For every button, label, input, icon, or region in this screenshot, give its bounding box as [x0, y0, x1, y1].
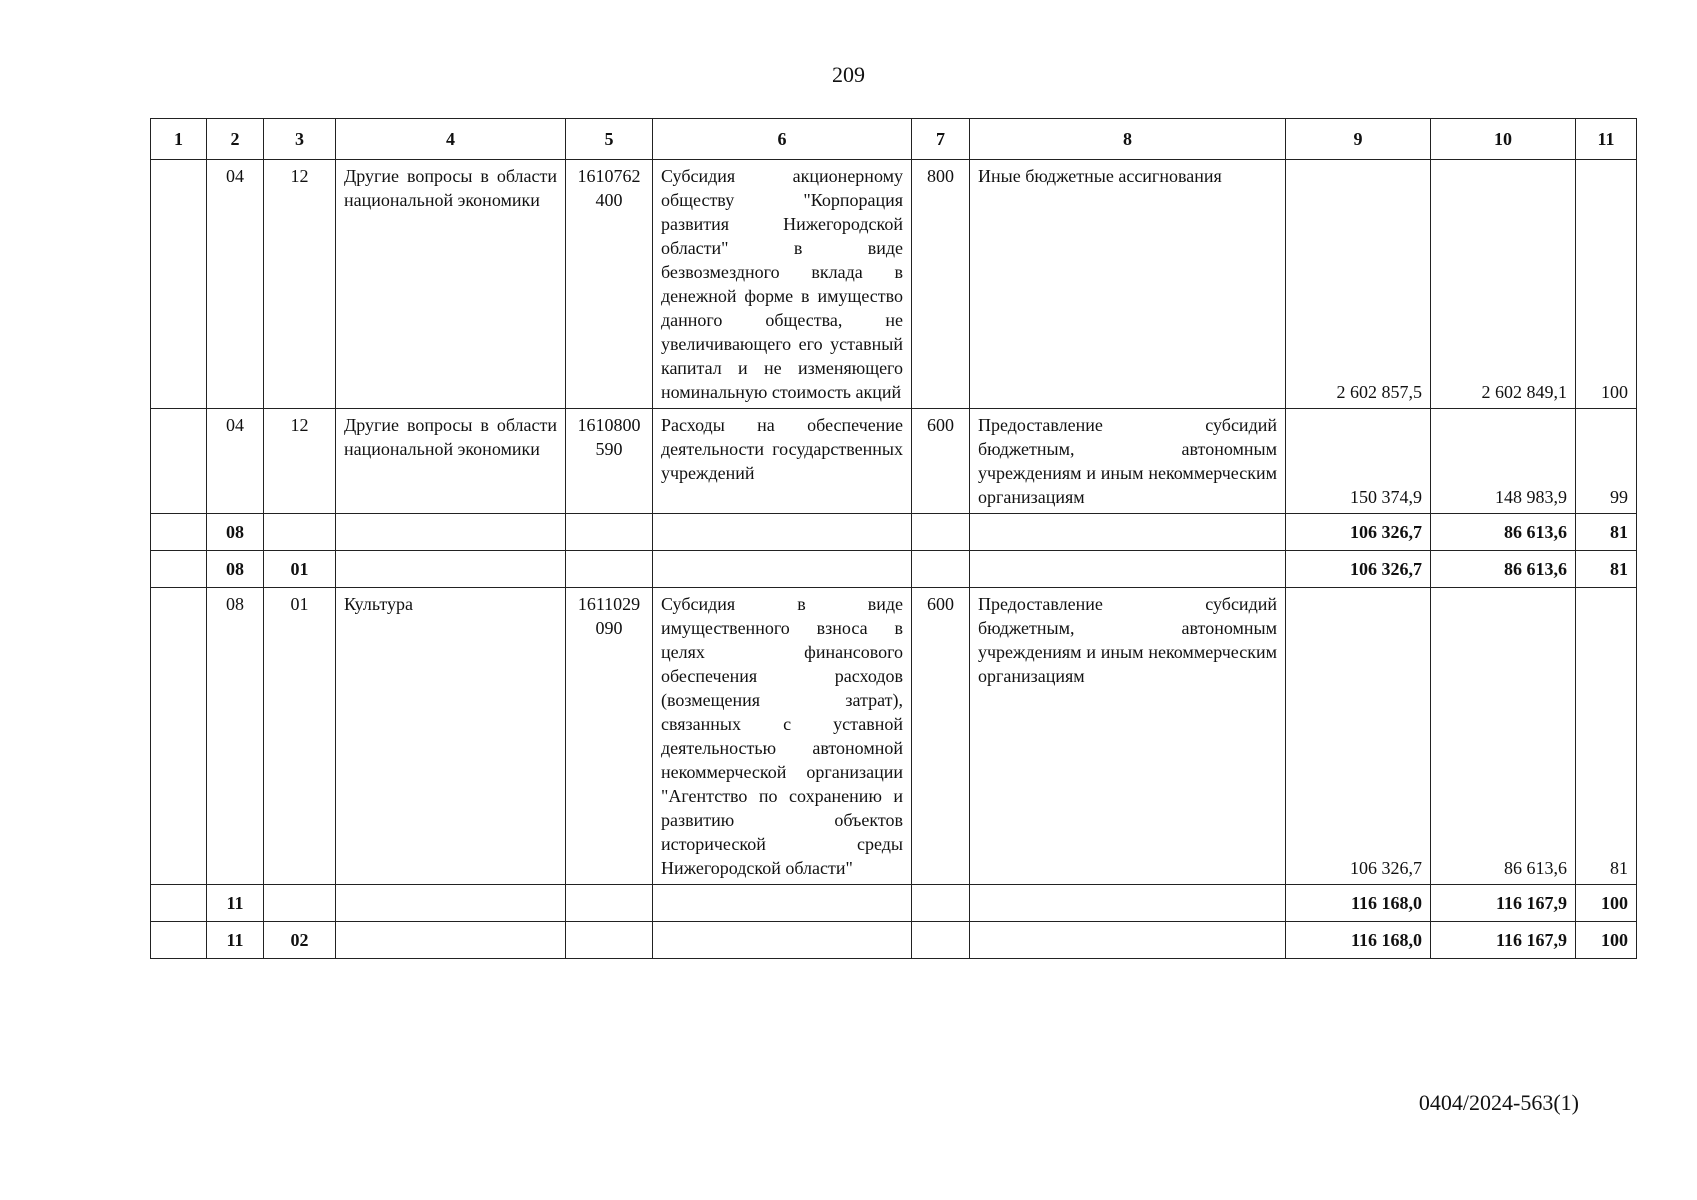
table-cell-col-3: 12 — [264, 409, 336, 514]
table-cell-col-10: 2 602 849,1 — [1431, 160, 1576, 409]
table-cell-col-5 — [566, 885, 653, 922]
table-cell-col-10: 86 613,6 — [1431, 514, 1576, 551]
table-cell-col-5 — [566, 514, 653, 551]
table-cell-col-1 — [151, 922, 207, 959]
table-cell-col-7 — [912, 514, 970, 551]
table-cell-col-11: 81 — [1576, 551, 1637, 588]
table-cell-col-5 — [566, 551, 653, 588]
table-cell-col-4: Культура — [336, 588, 566, 885]
table-cell-col-6: Субсидия в виде имущественного взноса в целях финансового обеспечения расходов (возмещения затрат), связанных с уставной деятельностью автономной некоммерческой организации "Агентство по сохранению и развитию объектов исторической среды Нижегородской области" — [653, 588, 912, 885]
table-cell-col-1 — [151, 409, 207, 514]
table-cell-col-10: 116 167,9 — [1431, 885, 1576, 922]
table-cell-col-7: 600 — [912, 588, 970, 885]
table-cell-col-2: 08 — [207, 514, 264, 551]
table-cell-col-9: 150 374,9 — [1286, 409, 1431, 514]
column-header-7: 7 — [912, 119, 970, 160]
table-cell-col-11: 100 — [1576, 885, 1637, 922]
column-header-11: 11 — [1576, 119, 1637, 160]
document-code: 0404/2024-563(1) — [1418, 1090, 1579, 1115]
table-cell-col-3: 01 — [264, 551, 336, 588]
table-cell-col-11: 100 — [1576, 922, 1637, 959]
column-header-10: 10 — [1431, 119, 1576, 160]
table-total-row — [151, 551, 1637, 588]
table-cell-col-11: 100 — [1576, 160, 1637, 409]
table-cell-col-2: 08 — [207, 551, 264, 588]
table-row — [151, 409, 1637, 514]
table-cell-col-2: 08 — [207, 588, 264, 885]
table-total-row — [151, 885, 1637, 922]
table-cell-col-8 — [970, 922, 1286, 959]
table-cell-col-7 — [912, 885, 970, 922]
table-cell-col-5: 1611029090 — [566, 588, 653, 885]
table-cell-col-10: 86 613,6 — [1431, 551, 1576, 588]
table-cell-col-9: 116 168,0 — [1286, 885, 1431, 922]
table-cell-col-4: Другие вопросы в области национальной экономики — [336, 409, 566, 514]
table-cell-col-6 — [653, 922, 912, 959]
column-header-1: 1 — [151, 119, 207, 160]
table-total-row — [151, 514, 1637, 551]
table-cell-col-9: 106 326,7 — [1286, 551, 1431, 588]
table-cell-col-6 — [653, 514, 912, 551]
table-cell-col-2: 04 — [207, 409, 264, 514]
table-cell-col-2: 04 — [207, 160, 264, 409]
column-header-4: 4 — [336, 119, 566, 160]
table-cell-col-8 — [970, 551, 1286, 588]
table-cell-col-2: 11 — [207, 922, 264, 959]
table-cell-col-3: 01 — [264, 588, 336, 885]
column-header-3: 3 — [264, 119, 336, 160]
page-number: 209 — [832, 62, 865, 87]
table-cell-col-3: 02 — [264, 922, 336, 959]
table-cell-col-1 — [151, 588, 207, 885]
table-cell-col-1 — [151, 551, 207, 588]
budget-table — [150, 118, 1637, 959]
table-cell-col-4 — [336, 514, 566, 551]
column-header-8: 8 — [970, 119, 1286, 160]
table-cell-col-7: 600 — [912, 409, 970, 514]
table-cell-col-11: 81 — [1576, 588, 1637, 885]
table-header-row — [151, 119, 1637, 160]
table-cell-col-3 — [264, 885, 336, 922]
table-cell-col-10: 148 983,9 — [1431, 409, 1576, 514]
table-cell-col-6: Расходы на обеспечение деятельности государственных учреждений — [653, 409, 912, 514]
table-cell-col-3 — [264, 514, 336, 551]
table-cell-col-2: 11 — [207, 885, 264, 922]
table-cell-col-3: 12 — [264, 160, 336, 409]
table-total-row — [151, 922, 1637, 959]
table-cell-col-7 — [912, 922, 970, 959]
table-cell-col-11: 81 — [1576, 514, 1637, 551]
table-cell-col-1 — [151, 885, 207, 922]
table-cell-col-5: 1610762400 — [566, 160, 653, 409]
table-cell-col-6 — [653, 885, 912, 922]
table-cell-col-11: 99 — [1576, 409, 1637, 514]
table-cell-col-4: Другие вопросы в области национальной экономики — [336, 160, 566, 409]
table-cell-col-1 — [151, 514, 207, 551]
table-cell-col-10: 86 613,6 — [1431, 588, 1576, 885]
column-header-2: 2 — [207, 119, 264, 160]
table-cell-col-6: Субсидия акционерному обществу "Корпорация развития Нижегородской области" в виде безвозмездного вклада в денежной форме в имущество данного общества, не увеличивающего его уставный капитал и не изменяющего номинальную стоимость акций — [653, 160, 912, 409]
table-cell-col-6 — [653, 551, 912, 588]
table-cell-col-7 — [912, 551, 970, 588]
table-cell-col-9: 116 168,0 — [1286, 922, 1431, 959]
table-cell-col-8 — [970, 885, 1286, 922]
table-cell-col-9: 106 326,7 — [1286, 588, 1431, 885]
table-cell-col-5 — [566, 922, 653, 959]
table-cell-col-7: 800 — [912, 160, 970, 409]
table-cell-col-9: 2 602 857,5 — [1286, 160, 1431, 409]
column-header-9: 9 — [1286, 119, 1431, 160]
table-cell-col-4 — [336, 551, 566, 588]
table-cell-col-8: Предоставление субсидий бюджетным, автономным учреждениям и иным некоммерческим организациям — [970, 409, 1286, 514]
table-cell-col-8: Предоставление субсидий бюджетным, автономным учреждениям и иным некоммерческим организациям — [970, 588, 1286, 885]
table-cell-col-1 — [151, 160, 207, 409]
column-header-5: 5 — [566, 119, 653, 160]
table-cell-col-9: 106 326,7 — [1286, 514, 1431, 551]
table-cell-col-4 — [336, 922, 566, 959]
column-header-6: 6 — [653, 119, 912, 160]
table-cell-col-4 — [336, 885, 566, 922]
table-cell-col-10: 116 167,9 — [1431, 922, 1576, 959]
table-cell-col-8 — [970, 514, 1286, 551]
table-cell-col-5: 1610800590 — [566, 409, 653, 514]
table-body — [151, 160, 1637, 959]
table-row — [151, 160, 1637, 409]
table-row — [151, 588, 1637, 885]
table-cell-col-8: Иные бюджетные ассигнования — [970, 160, 1286, 409]
